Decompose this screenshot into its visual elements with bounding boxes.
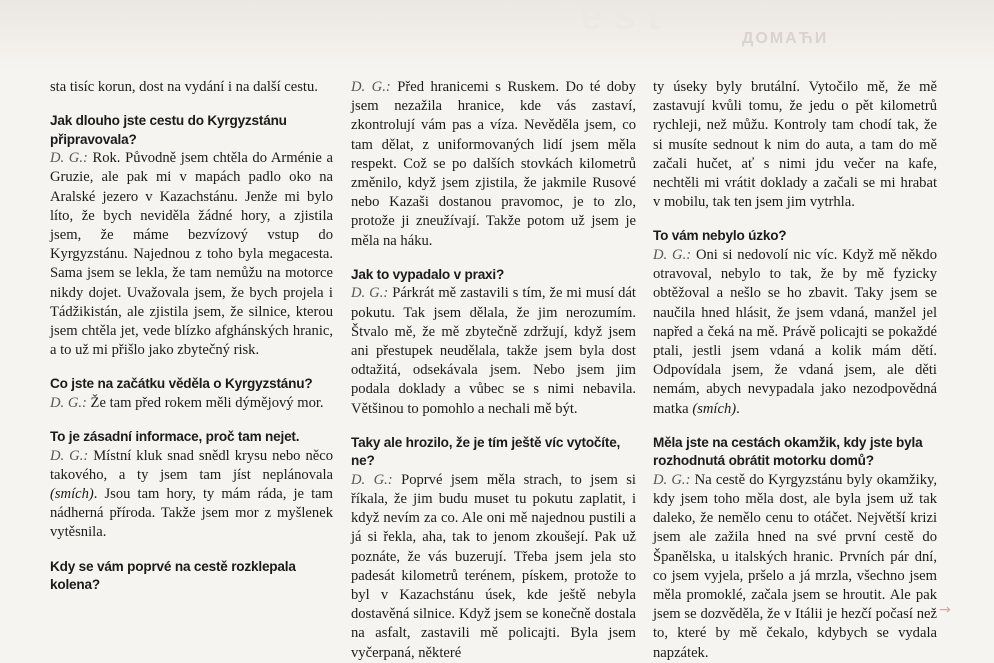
interviewee-initials: D. G.: <box>50 447 89 464</box>
article-column-2 <box>351 78 636 663</box>
question-2: Co jste na začátku věděla o Kyrgyzstánu? <box>50 376 313 392</box>
interviewee-initials: D. G.: <box>50 150 88 167</box>
answer-6: D. G.: Poprvé jsem měla strach, to jsem si říkala, že jim budu muset tu pokutu zaplatit, i když nevím za co. Ale oni mě najednou pustili a já si řekla, aha, tak to jenom zkoušejí. Pak už poznáte, že vás buzerují. Třeba jsem jela sto padesát kilometrů terénem, pískem, protože to byl v Kazachstánu úsek, kde ještě nebyla dostavěná silnice. Když jsem se konečně dostala na asfalt, zastavili mě policajti. Byla jsem vyčerpaná, některé <box>351 471 636 661</box>
interviewee-initials: D. G.: <box>351 285 389 302</box>
question-6: Taky ale hrozilo, že je tím ještě víc vytočíte, ne? <box>351 434 621 469</box>
question-3: To je zásadní informace, proč tam nejet. <box>50 429 300 445</box>
laugh-note: (smích) <box>50 486 94 503</box>
faded-header-title: ’ e s t <box>560 0 661 38</box>
laugh-note: (smích) <box>692 400 737 417</box>
interviewee-initials: D. G.: <box>653 246 692 263</box>
question-1: Jak dlouho jste cestu do Kyrgyzstánu připravovala? <box>50 113 287 147</box>
interviewee-initials: D. G.: <box>351 79 391 95</box>
answer-2: D. G.: Že tam před rokem měli dýmějový mor. <box>50 394 324 411</box>
answer-7: D. G.: Oni si nedovolí nic víc. Když mě někdo otravoval, nebylo to tak, že by mě fyzicky obtěžoval a nešlo se ho zbavit. Taky jsem se naučila hned hlásit, že jsem vdaná, manžel jel napřed a čeká na mě. Právě policajti se pokaždé ptali, jestli jsem vdaná a kolik mám dětí. Odpovídala jsem, že vdaná jsem, ale děti nemám, abych nevypadala jako nezodpovědná matka (smích). <box>653 246 937 417</box>
article-column-1 <box>50 78 333 595</box>
question-8: Měla jste na cestách okamžik, kdy jste byla rozhodnutá obrátit motorku domů? <box>653 434 923 469</box>
article-column-3 <box>653 78 937 663</box>
question-5: Jak to vypadalo v praxi? <box>351 266 505 282</box>
header-strip <box>0 0 994 72</box>
interviewee-initials: D. G.: <box>653 471 691 488</box>
answer-4: D. G.: Před hranicemi s Ruskem. Do té doby jsem nezažila hranice, kde vás zastaví, zkontrolují vám pas a víza. Nevěděla jsem, co tam dělat, z uniformovaných lidí jsem měla respekt. Což se po dalších stovkách kilometrů změnilo, když jsem zjistila, že jakmile Rusové nebo Kazaši dostanou pravomoc, je to zlo, protože ji zneužívají. Takže potom už jsem je měla na háku. <box>351 79 636 249</box>
continue-arrow-icon: → <box>939 602 951 618</box>
answer-5: D. G.: Párkrát mě zastavili s tím, že mi musí dát pokutu. Tak jsem dělala, že jim nerozumím. Štvalo mě, že mě zbytečně zdržují, když jsem ani přestupek neudělala, takže jsem byla dost odtažitá, odsekávala jsem. Nebo jsem jim podala doklady a vůbec se s nimi nebavila. Většinou to pomohlo a nechali mě být. <box>351 285 636 417</box>
paragraph-intro: sta tisíc korun, dost na vydání i na další cestu. <box>50 79 318 95</box>
question-7: To vám nebylo úzko? <box>653 228 787 244</box>
answer-8: D. G.: Na cestě do Kyrgyzstánu byly okamžiky, kdy jsem toho měla dost, ale byla jsem už tak daleko, že nemělo cenu to otáčet. Největší krizi jsem ale zažila hned na své první cestě do Španělska, u italských hranic. Prvních pár dní, co jsem vyjela, pršelo a já mrzla, všechno jsem měla promoklé, začala jsem se hroutit. Ale pak jsem se dozvěděla, že v Itálii je hezčí počasí než to, které by mě čekalo, kdybych se vydala napzátek. <box>653 471 937 661</box>
answer-6-continued: ty úseky byly brutální. Vytočilo mě, že mě zastavují kvůli tomu, že jedu o pět kilometrů rychleji, než můžu. Kontroly tam chodí tak, že si musíte sednout k nim do auta, a tam do mě začali hučet, ať s nimi jdu večer na kafe, nechtěli mi vrátit doklady a začali se mi hrabat v mobilu, tak ten jsem jim vytrhla. <box>653 79 937 211</box>
answer-3: D. G.: Místní kluk snad snědl krysu nebo něco takového, a ty jsem tam jíst neplánovala (smích). Jsou tam hory, ty mám ráda, je tam nádherná příroda. Takže jsem mor z myšlenek vytěsnila. <box>50 447 334 541</box>
answer-1: D. G.: Rok. Původně jsem chtěla do Arménie a Gruzie, ale pak mi v mapách padlo oko na Aralské jezero v Kazachstánu. Jenže mi bylo líto, že bych neviděla žádné hory, a zjistila jsem, že máme bezvízový vstup do Kyrgyzstánu. Najednou z toho byla megacesta. Sama jsem se lekla, že tam nemůžu na motorce nikdy dojet. Uvažovala jsem, že bych projela i Tádžikistán, ale zjistila jsem, že silnice, kterou jsem chtěla jet, vede blízko afghánských hranic, a to už mi přišlo jako zbytečný risk. <box>50 150 333 359</box>
interviewee-initials: D. G.: <box>351 471 393 488</box>
question-4: Kdy se vám poprvé na cestě rozklepala kolena? <box>50 558 296 593</box>
faded-section-label: ДОМАЋИ <box>742 30 829 47</box>
interviewee-initials: D. G.: <box>50 394 87 411</box>
